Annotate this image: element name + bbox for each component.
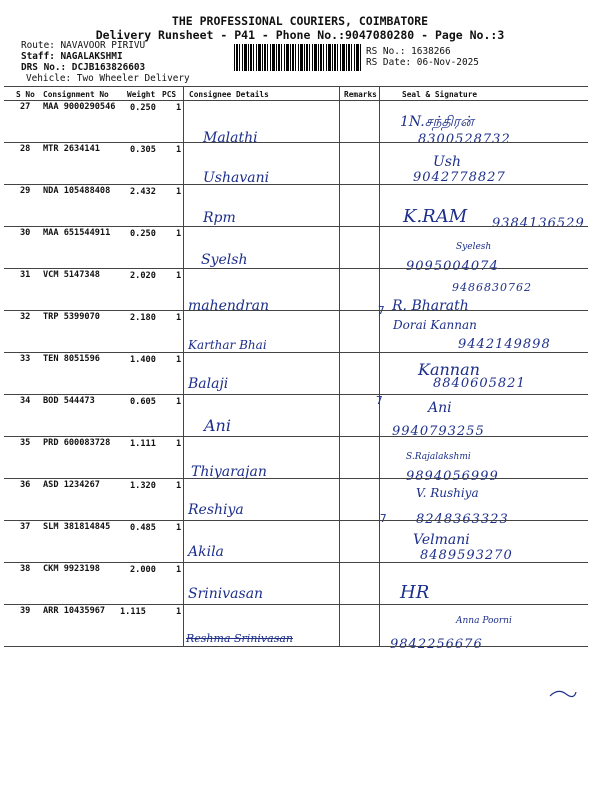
signature-handwriting: Ush xyxy=(433,154,461,170)
signature-handwriting: Ani xyxy=(428,400,452,416)
col-signature: Seal & Signature xyxy=(402,90,478,99)
barcode xyxy=(234,44,362,71)
phone-handwriting: 8248363323 xyxy=(416,512,509,527)
phone-handwriting: 9894056999 xyxy=(406,469,499,484)
row-pcs: 1 xyxy=(176,607,182,617)
table-row xyxy=(8,604,588,652)
row-pcs: 1 xyxy=(176,439,182,449)
row-sno: 36 xyxy=(20,480,31,490)
consignee-handwriting: Karthar Bhai xyxy=(188,338,267,352)
row-weight: 1.115 xyxy=(120,607,146,617)
row-sno: 27 xyxy=(20,102,31,112)
row-pcs: 1 xyxy=(176,145,182,155)
vehicle-label: Vehicle: Two Wheeler Delivery xyxy=(26,73,190,84)
row-pcs: 1 xyxy=(176,103,182,113)
table-row xyxy=(8,562,588,604)
row-consignment: MAA 651544911 xyxy=(43,228,111,238)
phone-handwriting: 9940793255 xyxy=(392,424,485,439)
signature-handwriting: Velmani xyxy=(413,532,470,548)
consignee-handwriting: Reshma Srinivasan xyxy=(186,632,293,645)
consignee-handwriting: Reshiya xyxy=(188,502,244,518)
row-weight: 1.320 xyxy=(130,481,156,491)
row-sno: 33 xyxy=(20,354,31,364)
row-weight: 2.020 xyxy=(130,271,156,281)
row-sno: 38 xyxy=(20,564,31,574)
table-row xyxy=(8,100,588,147)
row-pcs: 1 xyxy=(176,397,182,407)
row-weight: 0.250 xyxy=(130,103,156,113)
signature-handwriting: K.RAM xyxy=(403,206,468,227)
signature-handwriting: Anna Poorni xyxy=(456,616,512,626)
signature-handwriting: S.Rajalakshmi xyxy=(406,452,471,462)
signature-handwriting: R. Bharath xyxy=(392,298,469,314)
row-pcs: 1 xyxy=(176,355,182,365)
consignee-handwriting: Ani xyxy=(204,416,231,435)
staff-label: Staff: NAGALAKSHMI xyxy=(21,51,123,62)
row-consignment: MTR 2634141 xyxy=(43,144,100,154)
table-top-rule xyxy=(4,86,588,87)
row-sno: 34 xyxy=(20,396,31,406)
signature-handwriting: Dorai Kannan xyxy=(393,318,477,332)
consignee-handwriting: Ushavani xyxy=(203,170,270,186)
consignee-handwriting: Rpm xyxy=(203,210,236,226)
row-weight: 0.485 xyxy=(130,523,156,533)
row-sno: 29 xyxy=(20,186,31,196)
phone-handwriting: 8489593270 xyxy=(420,548,513,563)
row-pcs: 1 xyxy=(176,271,182,281)
consignee-handwriting: Srinivasan xyxy=(188,586,264,602)
row-pcs: 1 xyxy=(176,187,182,197)
row-sno: 32 xyxy=(20,312,31,322)
phone-handwriting: 9384136529 xyxy=(492,216,585,231)
row-weight: 0.305 xyxy=(130,145,156,155)
row-weight: 0.605 xyxy=(130,397,156,407)
row-consignment: MAA 9000290546 xyxy=(43,102,116,112)
row-pcs: 1 xyxy=(176,481,182,491)
row-consignment: TEN 8051596 xyxy=(43,354,100,364)
row-weight: 1.111 xyxy=(130,439,156,449)
rs-date: RS Date: 06-Nov-2025 xyxy=(366,57,479,68)
row-sno: 28 xyxy=(20,144,31,154)
table-row xyxy=(8,520,588,562)
table-row xyxy=(8,394,588,439)
runsheet-title: Delivery Runsheet - P41 - Phone No.:9047080280 - Page No.:3 xyxy=(95,28,505,42)
table-row xyxy=(8,142,588,184)
row-sno: 35 xyxy=(20,438,31,448)
table-row xyxy=(8,436,588,484)
phone-handwriting: 9486830762 xyxy=(452,281,532,294)
row-sno: 30 xyxy=(20,228,31,238)
row-consignment: NDA 105488408 xyxy=(43,186,111,196)
row-weight: 0.250 xyxy=(130,229,156,239)
consignee-handwriting: Akila xyxy=(188,544,224,560)
row-sno: 39 xyxy=(20,606,31,616)
row-consignment: CKM 9923198 xyxy=(43,564,100,574)
phone-handwriting: 9442149898 xyxy=(458,337,551,352)
table-row xyxy=(8,352,588,394)
table-bottom-rule xyxy=(4,646,588,647)
signature-handwriting: HR xyxy=(400,582,430,603)
company-name: THE PROFESSIONAL COURIERS, COIMBATORE xyxy=(171,14,429,28)
col-sno: S No xyxy=(16,90,35,99)
row-consignment: TRP 5399070 xyxy=(43,312,100,322)
phone-handwriting: 9042778827 xyxy=(413,170,506,185)
row-sno: 37 xyxy=(20,522,31,532)
row-weight: 1.400 xyxy=(130,355,156,365)
tick-mark: 7 xyxy=(378,304,385,317)
signature-handwriting: V. Rushiya xyxy=(416,486,479,500)
row-pcs: 1 xyxy=(176,229,182,239)
row-consignment: BOD 544473 xyxy=(43,396,95,406)
col-consignee: Consignee Details xyxy=(189,90,269,99)
row-consignment: SLM 381814845 xyxy=(43,522,111,532)
col-consignment: Consignment No xyxy=(43,90,109,99)
table-row xyxy=(8,226,588,274)
row-pcs: 1 xyxy=(176,313,182,323)
table-row xyxy=(8,184,588,231)
col-remarks: Remarks xyxy=(344,90,377,99)
pen-stroke xyxy=(548,684,578,700)
col-pcs: PCS xyxy=(162,90,177,99)
table-row xyxy=(8,310,588,352)
phone-handwriting: 8300528732 xyxy=(418,132,511,147)
row-pcs: 1 xyxy=(176,565,182,575)
row-weight: 2.000 xyxy=(130,565,156,575)
phone-handwriting: 8840605821 xyxy=(433,376,526,391)
consignee-handwriting: Balaji xyxy=(188,376,229,392)
consignee-handwriting: Malathi xyxy=(203,130,258,146)
rs-number: RS No.: 1638266 xyxy=(366,46,451,57)
row-consignment: PRD 600083728 xyxy=(43,438,111,448)
tick-mark: 7 xyxy=(376,394,383,407)
row-sno: 31 xyxy=(20,270,31,280)
row-consignment: ARR 10435967 xyxy=(43,606,106,616)
tick-mark: 7 xyxy=(380,512,387,525)
row-consignment: ASD 1234267 xyxy=(43,480,100,490)
row-consignment: VCM 5147348 xyxy=(43,270,100,280)
row-weight: 2.432 xyxy=(130,187,156,197)
row-pcs: 1 xyxy=(176,523,182,533)
signature-handwriting: 1N.சந்திரன் xyxy=(400,114,474,130)
row-weight: 2.180 xyxy=(130,313,156,323)
signature-handwriting: Syelesh xyxy=(456,242,492,252)
signature-handwriting: Kannan xyxy=(418,360,480,379)
drs-label: DRS No.: DCJB163826603 xyxy=(21,62,146,73)
phone-handwriting: 9095004074 xyxy=(406,259,499,274)
consignee-handwriting: mahendran xyxy=(188,298,269,314)
phone-handwriting: 9842256676 xyxy=(390,637,483,652)
consignee-handwriting: Syelsh xyxy=(201,252,248,268)
consignee-handwriting: Thiyarajan xyxy=(191,464,267,480)
col-weight: Weight xyxy=(127,90,156,99)
route-label: Route: NAVAVOOR PIRIVU xyxy=(21,40,146,51)
